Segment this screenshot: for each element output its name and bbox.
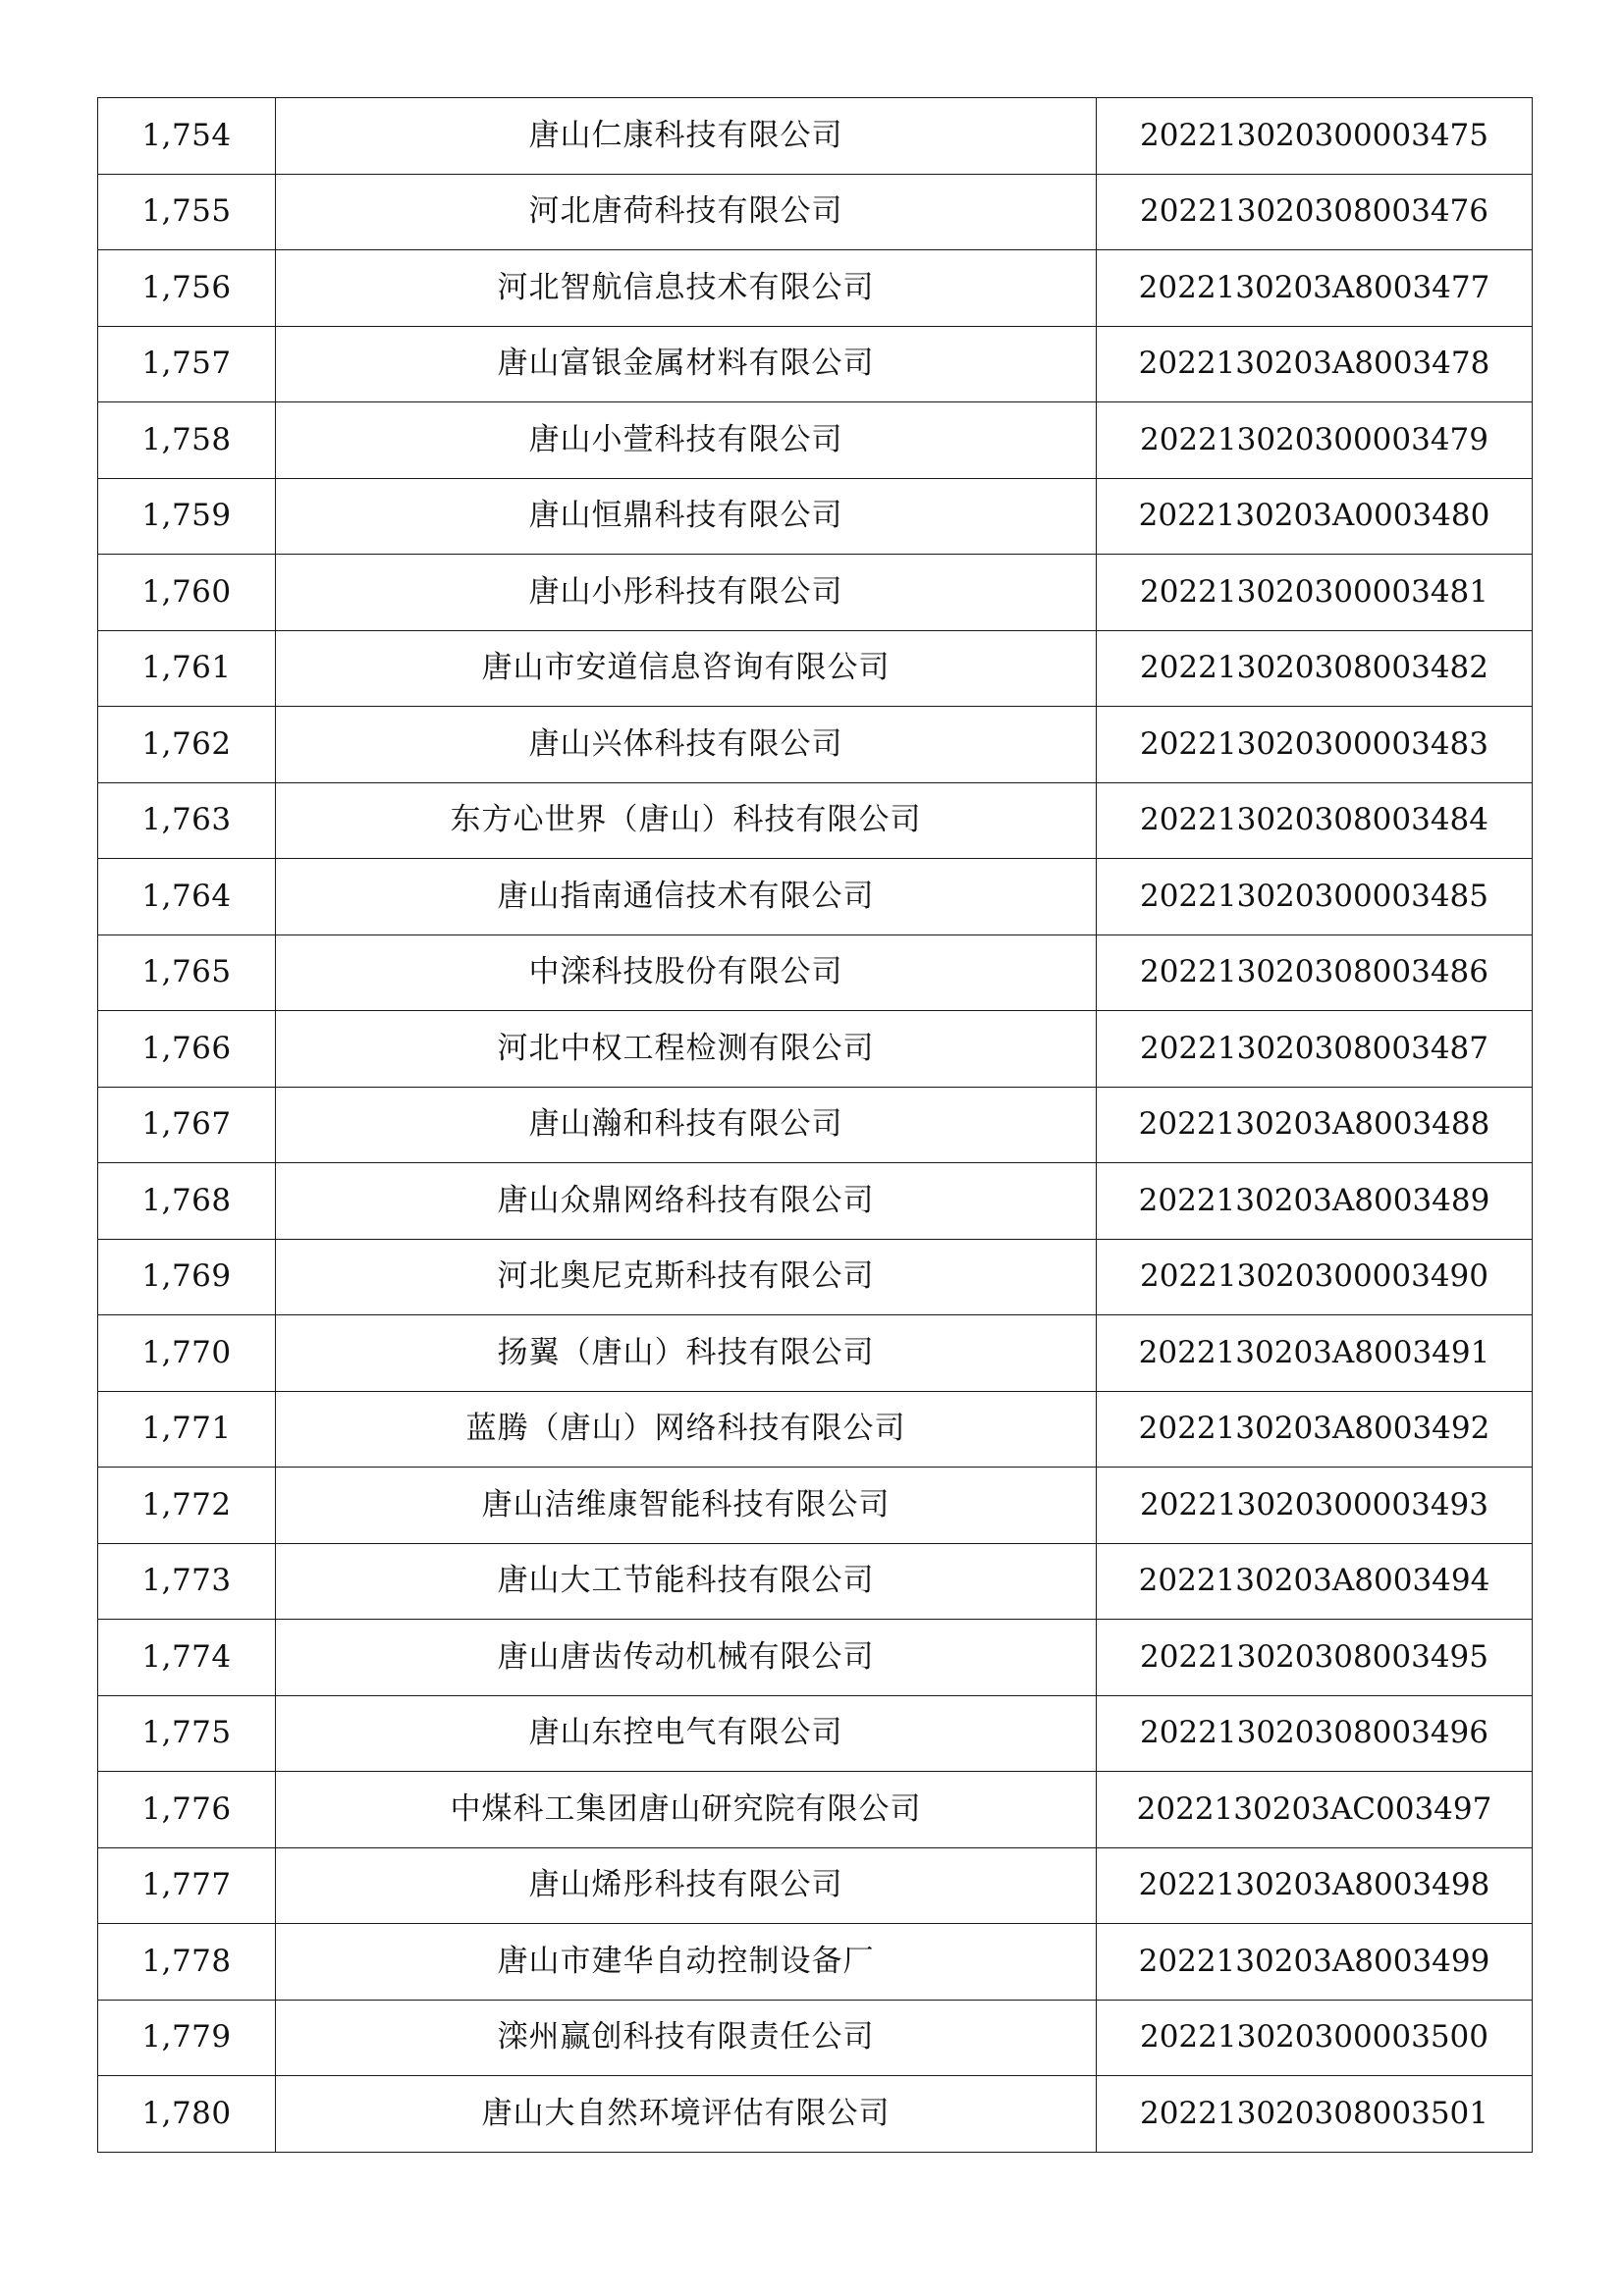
company-name: 唐山烯彤科技有限公司 bbox=[276, 1847, 1097, 1924]
company-name: 唐山仁康科技有限公司 bbox=[276, 98, 1097, 175]
registration-code: 202213020300003490 bbox=[1097, 1239, 1533, 1315]
row-number: 1,775 bbox=[98, 1695, 276, 1772]
company-name: 唐山众鼎网络科技有限公司 bbox=[276, 1163, 1097, 1240]
company-name: 唐山东控电气有限公司 bbox=[276, 1695, 1097, 1772]
registration-code: 202213020300003485 bbox=[1097, 859, 1533, 935]
registration-code: 2022130203A8003494 bbox=[1097, 1543, 1533, 1620]
table-row bbox=[98, 402, 1533, 479]
table-row bbox=[98, 1847, 1533, 1924]
table-row bbox=[98, 174, 1533, 250]
registration-code: 202213020308003495 bbox=[1097, 1620, 1533, 1696]
company-name: 中滦科技股份有限公司 bbox=[276, 934, 1097, 1011]
table-row bbox=[98, 1924, 1533, 2001]
registration-code: 2022130203A8003498 bbox=[1097, 1847, 1533, 1924]
table-row bbox=[98, 1391, 1533, 1468]
table-row bbox=[98, 859, 1533, 935]
company-name: 河北中权工程检测有限公司 bbox=[276, 1011, 1097, 1088]
registration-code: 202213020300003481 bbox=[1097, 555, 1533, 631]
row-number: 1,766 bbox=[98, 1011, 276, 1088]
company-name: 河北智航信息技术有限公司 bbox=[276, 250, 1097, 327]
company-name: 唐山指南通信技术有限公司 bbox=[276, 859, 1097, 935]
table-row bbox=[98, 1087, 1533, 1163]
row-number: 1,769 bbox=[98, 1239, 276, 1315]
table-body bbox=[98, 98, 1533, 2153]
company-name: 扬翼（唐山）科技有限公司 bbox=[276, 1315, 1097, 1392]
table-row bbox=[98, 707, 1533, 783]
registration-code: 2022130203A8003492 bbox=[1097, 1391, 1533, 1468]
registration-code: 202213020308003476 bbox=[1097, 174, 1533, 250]
company-name: 滦州赢创科技有限责任公司 bbox=[276, 2000, 1097, 2076]
registration-code: 2022130203A8003499 bbox=[1097, 1924, 1533, 2001]
table-row bbox=[98, 1620, 1533, 1696]
registration-code: 202213020300003483 bbox=[1097, 707, 1533, 783]
row-number: 1,773 bbox=[98, 1543, 276, 1620]
table-row bbox=[98, 1543, 1533, 1620]
company-name: 唐山小彤科技有限公司 bbox=[276, 555, 1097, 631]
company-name: 河北唐荷科技有限公司 bbox=[276, 174, 1097, 250]
row-number: 1,763 bbox=[98, 782, 276, 859]
company-name: 唐山大工节能科技有限公司 bbox=[276, 1543, 1097, 1620]
registration-code: 2022130203A8003491 bbox=[1097, 1315, 1533, 1392]
table-row bbox=[98, 1772, 1533, 1848]
company-name: 唐山市建华自动控制设备厂 bbox=[276, 1924, 1097, 2001]
row-number: 1,779 bbox=[98, 2000, 276, 2076]
table-row bbox=[98, 1695, 1533, 1772]
row-number: 1,776 bbox=[98, 1772, 276, 1848]
company-name: 唐山洁维康智能科技有限公司 bbox=[276, 1468, 1097, 1544]
row-number: 1,757 bbox=[98, 326, 276, 402]
registration-code: 2022130203A0003480 bbox=[1097, 478, 1533, 555]
registration-code: 202213020308003486 bbox=[1097, 934, 1533, 1011]
table-row bbox=[98, 782, 1533, 859]
company-name: 蓝腾（唐山）网络科技有限公司 bbox=[276, 1391, 1097, 1468]
registration-code: 202213020300003500 bbox=[1097, 2000, 1533, 2076]
registration-code: 2022130203A8003478 bbox=[1097, 326, 1533, 402]
table-row bbox=[98, 478, 1533, 555]
company-name: 唐山唐齿传动机械有限公司 bbox=[276, 1620, 1097, 1696]
registration-code: 202213020308003482 bbox=[1097, 630, 1533, 707]
row-number: 1,762 bbox=[98, 707, 276, 783]
row-number: 1,778 bbox=[98, 1924, 276, 2001]
row-number: 1,768 bbox=[98, 1163, 276, 1240]
row-number: 1,767 bbox=[98, 1087, 276, 1163]
table-row bbox=[98, 630, 1533, 707]
row-number: 1,774 bbox=[98, 1620, 276, 1696]
row-number: 1,770 bbox=[98, 1315, 276, 1392]
company-name: 唐山富银金属材料有限公司 bbox=[276, 326, 1097, 402]
registration-code: 202213020308003484 bbox=[1097, 782, 1533, 859]
row-number: 1,764 bbox=[98, 859, 276, 935]
table-row bbox=[98, 1163, 1533, 1240]
table-row bbox=[98, 1315, 1533, 1392]
registration-code: 2022130203A8003489 bbox=[1097, 1163, 1533, 1240]
row-number: 1,755 bbox=[98, 174, 276, 250]
company-name: 唐山兴体科技有限公司 bbox=[276, 707, 1097, 783]
registration-code: 2022130203A8003477 bbox=[1097, 250, 1533, 327]
row-number: 1,759 bbox=[98, 478, 276, 555]
row-number: 1,760 bbox=[98, 555, 276, 631]
registration-code: 202213020300003493 bbox=[1097, 1468, 1533, 1544]
row-number: 1,765 bbox=[98, 934, 276, 1011]
table-row bbox=[98, 98, 1533, 175]
company-name: 东方心世界（唐山）科技有限公司 bbox=[276, 782, 1097, 859]
table-row bbox=[98, 2076, 1533, 2153]
table-row bbox=[98, 250, 1533, 327]
company-name: 中煤科工集团唐山研究院有限公司 bbox=[276, 1772, 1097, 1848]
table-row bbox=[98, 326, 1533, 402]
registration-code: 202213020308003501 bbox=[1097, 2076, 1533, 2153]
row-number: 1,756 bbox=[98, 250, 276, 327]
table-row bbox=[98, 2000, 1533, 2076]
row-number: 1,777 bbox=[98, 1847, 276, 1924]
registration-code: 202213020300003479 bbox=[1097, 402, 1533, 479]
row-number: 1,771 bbox=[98, 1391, 276, 1468]
company-name: 唐山大自然环境评估有限公司 bbox=[276, 2076, 1097, 2153]
row-number: 1,761 bbox=[98, 630, 276, 707]
company-name: 唐山市安道信息咨询有限公司 bbox=[276, 630, 1097, 707]
company-name: 唐山瀚和科技有限公司 bbox=[276, 1087, 1097, 1163]
table-row bbox=[98, 934, 1533, 1011]
registration-code: 202213020308003496 bbox=[1097, 1695, 1533, 1772]
registration-code: 202213020300003475 bbox=[1097, 98, 1533, 175]
row-number: 1,780 bbox=[98, 2076, 276, 2153]
company-name: 唐山小萱科技有限公司 bbox=[276, 402, 1097, 479]
table-row bbox=[98, 555, 1533, 631]
company-registry-table bbox=[97, 97, 1533, 2153]
company-name: 唐山恒鼎科技有限公司 bbox=[276, 478, 1097, 555]
row-number: 1,758 bbox=[98, 402, 276, 479]
registration-code: 2022130203A8003488 bbox=[1097, 1087, 1533, 1163]
table-row bbox=[98, 1468, 1533, 1544]
registration-code: 2022130203AC003497 bbox=[1097, 1772, 1533, 1848]
company-name: 河北奥尼克斯科技有限公司 bbox=[276, 1239, 1097, 1315]
row-number: 1,772 bbox=[98, 1468, 276, 1544]
registration-code: 202213020308003487 bbox=[1097, 1011, 1533, 1088]
table-row bbox=[98, 1239, 1533, 1315]
row-number: 1,754 bbox=[98, 98, 276, 175]
table-row bbox=[98, 1011, 1533, 1088]
